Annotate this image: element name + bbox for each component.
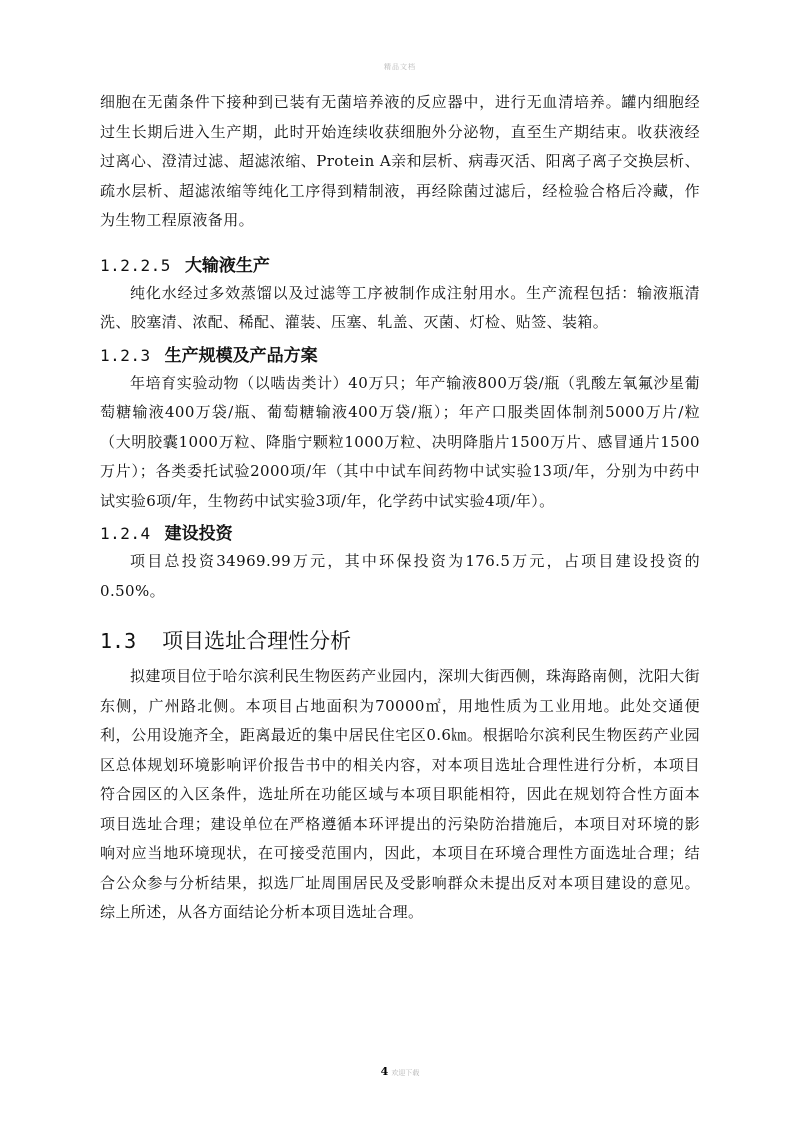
section-title: 建设投资 xyxy=(164,524,233,544)
section-number: 1.2.4 xyxy=(100,524,151,543)
page-number: 4 xyxy=(380,1065,389,1078)
footer-caption: 欢迎下载 xyxy=(391,1069,420,1077)
section-heading-production-scale xyxy=(100,344,700,368)
section-number: 1.3 xyxy=(100,629,137,653)
section-number: 1.2.2.5 xyxy=(100,255,171,275)
section-number: 1.2.3 xyxy=(100,345,151,365)
document-page xyxy=(100,88,700,928)
section-heading-investment xyxy=(100,522,700,546)
section-title: 项目选址合理性分析 xyxy=(162,629,352,653)
section-heading-site-selection xyxy=(100,626,700,656)
intro-paragraph: 细胞在无菌条件下接种到已装有无菌培养液的反应器中，进行无血清培养。罐内细胞经过生长期后进入生产期，此时开始连续收获细胞外分泌物，直至生产期结束。收获液经过离心、澄清过滤、超滤浓缩、Protein A亲和层析、病毒灭活、阳离子离子交换层析、疏水层析、超滤浓缩等纯化工序得到精制液，再经除菌过滤后，经检验合格后冷藏，作为生物工程原液备用。 xyxy=(100,93,700,229)
section-title: 生产规模及产品方案 xyxy=(164,345,318,366)
section-body-investment: 项目总投资34969.99万元，其中环保投资为176.5万元，占项目建设投资的0.50%。 xyxy=(100,552,700,600)
section-body-large-infusion: 纯化水经过多效蒸馏以及过滤等工序被制作成注射用水。生产流程包括：输液瓶清洗、胶塞清、浓配、稀配、灌装、压塞、轧盖、灭菌、灯检、贴签、装箱。 xyxy=(100,283,700,331)
section-body-site-selection: 拟建项目位于哈尔滨利民生物医药产业园内，深圳大街西侧，珠海路南侧，沈阳大街东侧，广州路北侧。本项目占地面积为70000㎡，用地性质为工业用地。此处交通便利，公用设施齐全，距离最近的集中居民住宅区0.6㎞。根据哈尔滨利民生物医药产业园区总体规划环境影响评价报告书中的相关内容，对本项目选址合理性进行分析，本项目符合园区的入区条件，选址所在功能区域与本项目职能相符，因此在规划符合性方面本项目选址合理；建设单位在严格遵循本环评提出的污染防治措施后，本项目对环境的影响对应当地环境现状，在可接受范围内，因此，本项目在环境合理性方面选址合理；结合公众参与分析结果，拟选厂址周围居民及受影响群众未提出反对本项目建设的意见。综上所述，从各方面结论分析本项目选址合理。 xyxy=(100,667,700,921)
section-title: 大输液生产 xyxy=(184,255,270,276)
section-heading-large-infusion xyxy=(100,254,700,278)
header-watermark: 精品文档 xyxy=(384,63,416,71)
section-body-production-scale: 年培育实验动物（以啮齿类计）40万只；年产输液800万袋/瓶（乳酸左氧氟沙星葡萄糖输液400万袋/瓶、葡萄糖输液400万袋/瓶）；年产口服类固体制剂5000万片/粒（大明胶囊1000万粒、降脂宁颗粒1000万粒、决明降脂片1500万片、感冒通片1500万片）；各类委托试验2000项/年（其中中试车间药物中试实验13项/年，分别为中药中试实验6项/年，生物药中试实验3项/年，化学药中试实验4项/年）。 xyxy=(100,373,700,510)
page-footer xyxy=(0,1065,800,1078)
